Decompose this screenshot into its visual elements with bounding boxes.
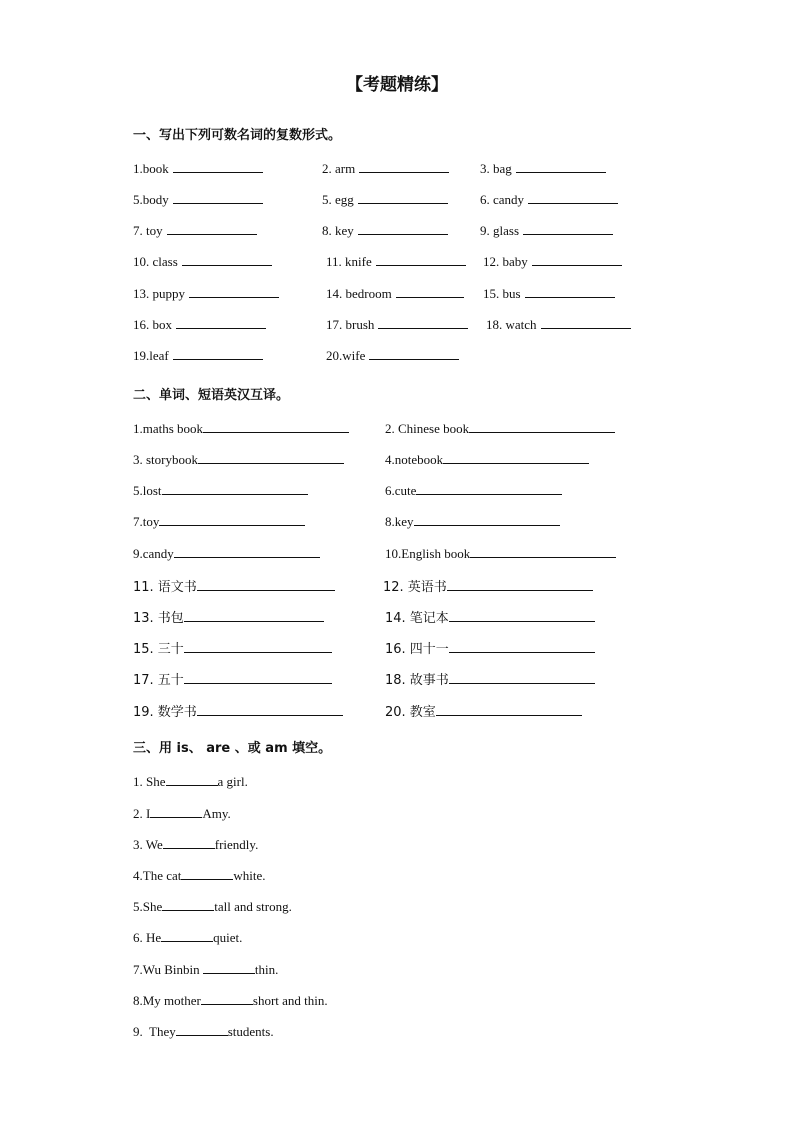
s2-item-2: [385, 420, 615, 437]
answer-blank[interactable]: [470, 545, 616, 558]
answer-blank[interactable]: [358, 191, 448, 204]
s2-item-18: [385, 669, 595, 688]
s2-item-6: [385, 482, 562, 499]
answer-blank[interactable]: [173, 160, 263, 173]
s1-item-5: [322, 191, 448, 208]
answer-blank[interactable]: [176, 1023, 228, 1036]
answer-blank[interactable]: [150, 805, 202, 818]
s2-item-9: [133, 545, 320, 562]
answer-blank[interactable]: [449, 640, 595, 653]
s3-item-7: [133, 961, 278, 978]
answer-blank[interactable]: [189, 285, 279, 298]
s1-item-16: [133, 316, 266, 333]
answer-blank[interactable]: [173, 347, 263, 360]
s2-item-1-label: 1.maths book: [133, 421, 204, 436]
s1-item-9: [480, 222, 613, 239]
s3-item-1-after: a girl.: [217, 774, 248, 789]
answer-blank[interactable]: [396, 285, 464, 298]
s1-item-3: [480, 160, 606, 177]
s1-item-20-label: 20.wife: [326, 348, 366, 363]
s1-item-7-label: 7. toy: [133, 223, 163, 238]
s1-item-6-label: 6. candy: [480, 192, 525, 207]
s1-item-19: [133, 347, 263, 364]
s1-item-8: [322, 222, 448, 239]
s2-item-9-label: 9.candy: [133, 546, 174, 561]
s1-item-16-label: 16. box: [133, 317, 172, 332]
s3-item-8-after: short and thin.: [252, 993, 328, 1008]
answer-blank[interactable]: [449, 671, 595, 684]
answer-blank[interactable]: [376, 253, 466, 266]
answer-blank[interactable]: [532, 253, 622, 266]
s1-item-3-label: 3. bag: [480, 161, 512, 176]
s1-item-8-label: 8. key: [322, 223, 354, 238]
s1-item-15: [483, 285, 615, 302]
s2-item-20-label: 20. 教室: [385, 705, 436, 720]
answer-blank[interactable]: [174, 545, 320, 558]
answer-blank[interactable]: [469, 420, 615, 433]
s2-item-15: [133, 638, 332, 657]
s2-item-15-label: 15. 三十: [133, 642, 184, 657]
answer-blank[interactable]: [184, 640, 332, 653]
answer-blank[interactable]: [182, 253, 272, 266]
s2-item-4-label: 4.notebook: [385, 452, 444, 467]
s1-item-1: [133, 160, 263, 177]
s1-item-19-label: 19.leaf: [133, 348, 169, 363]
answer-blank[interactable]: [176, 316, 266, 329]
s2-item-16: [385, 638, 595, 657]
s3-item-2-after: Amy.: [202, 806, 231, 821]
s1-item-9-label: 9. glass: [480, 223, 519, 238]
s3-item-9-after: students.: [227, 1024, 274, 1039]
answer-blank[interactable]: [162, 898, 214, 911]
s2-item-7-label: 7.toy: [133, 514, 160, 529]
s1-item-18: [486, 316, 631, 333]
s3-item-6: [133, 929, 242, 946]
s2-item-10-label: 10.English book: [385, 546, 471, 561]
s1-item-12: [483, 253, 622, 270]
s2-item-13: [133, 607, 324, 626]
s1-item-6: [480, 191, 618, 208]
answer-blank[interactable]: [181, 867, 233, 880]
s3-item-9: [133, 1023, 274, 1040]
s2-item-2-label: 2. Chinese book: [385, 421, 470, 436]
answer-blank[interactable]: [369, 347, 459, 360]
answer-blank[interactable]: [159, 513, 305, 526]
s1-item-11-label: 11. knife: [326, 254, 372, 269]
s2-item-10: [385, 545, 616, 562]
s3-item-5: [133, 898, 292, 915]
s2-item-11-label: 11. 语文书: [133, 580, 197, 595]
answer-blank[interactable]: [525, 285, 615, 298]
s2-item-4: [385, 451, 589, 468]
s1-item-18-label: 18. watch: [486, 317, 537, 332]
answer-blank[interactable]: [166, 773, 218, 786]
s2-item-8-label: 8.key: [385, 514, 414, 529]
s1-item-7: [133, 222, 257, 239]
s3-item-1-before: 1. She: [133, 774, 166, 789]
s1-item-20: [326, 347, 459, 364]
s3-item-5-before: 5.She: [133, 899, 163, 914]
answer-blank[interactable]: [358, 222, 448, 235]
s2-item-8: [385, 513, 560, 530]
s3-item-3-after: friendly.: [214, 837, 259, 852]
s3-item-2: [133, 805, 231, 822]
s2-item-5-label: 5.lost: [133, 483, 162, 498]
s1-item-1-label: 1.book: [133, 161, 169, 176]
s1-item-17-label: 17. brush: [326, 317, 375, 332]
s2-item-20: [385, 701, 582, 720]
s1-item-12-label: 12. baby: [483, 254, 528, 269]
s2-item-16-label: 16. 四十一: [385, 642, 449, 657]
answer-blank[interactable]: [436, 703, 582, 716]
section1-heading: 一、写出下列可数名词的复数形式。: [133, 128, 342, 143]
answer-blank[interactable]: [449, 609, 595, 622]
s3-item-7-before: 7.Wu Binbin: [133, 962, 203, 977]
s2-item-12: [383, 576, 593, 595]
answer-blank[interactable]: [203, 420, 349, 433]
s3-item-4-after: white.: [233, 868, 266, 883]
s2-item-17: [133, 669, 332, 688]
s2-item-14: [385, 607, 595, 626]
answer-blank[interactable]: [163, 836, 215, 849]
s1-item-5-label: 5. egg: [322, 192, 354, 207]
answer-blank[interactable]: [203, 961, 255, 974]
s3-item-4-before: 4.The cat: [133, 868, 182, 883]
s1-item-17: [326, 316, 468, 333]
answer-blank[interactable]: [184, 609, 324, 622]
s1-item-4-label: 5.body: [133, 192, 169, 207]
s1-item-15-label: 15. bus: [483, 286, 521, 301]
s2-item-19: [133, 701, 343, 720]
s1-item-13: [133, 285, 279, 302]
s2-item-7: [133, 513, 305, 530]
s1-item-14: [326, 285, 464, 302]
answer-blank[interactable]: [161, 929, 213, 942]
s2-item-19-label: 19. 数学书: [133, 705, 197, 720]
s3-item-8-before: 8.My mother: [133, 993, 201, 1008]
s2-item-12-label: 12. 英语书: [383, 580, 447, 595]
s2-item-3: [133, 451, 344, 468]
s1-item-10-label: 10. class: [133, 254, 178, 269]
answer-blank[interactable]: [198, 451, 344, 464]
s1-item-13-label: 13. puppy: [133, 286, 185, 301]
answer-blank[interactable]: [197, 703, 343, 716]
section3-heading: 三、用 is、 are 、或 am 填空。: [133, 741, 332, 756]
s2-item-14-label: 14. 笔记本: [385, 611, 449, 626]
s3-item-3-before: 3. We: [133, 837, 163, 852]
s3-item-7-after: thin.: [254, 962, 279, 977]
answer-blank[interactable]: [516, 160, 606, 173]
s3-item-4: [133, 867, 266, 884]
s2-item-13-label: 13. 书包: [133, 611, 184, 626]
s3-item-1: [133, 773, 248, 790]
s1-item-4: [133, 191, 263, 208]
section2-heading: 二、单词、短语英汉互译。: [133, 388, 290, 403]
s2-item-3-label: 3. storybook: [133, 452, 198, 467]
s1-item-14-label: 14. bedroom: [326, 286, 392, 301]
answer-blank[interactable]: [162, 482, 308, 495]
answer-blank[interactable]: [167, 222, 257, 235]
s3-item-2-before: 2. I: [133, 806, 151, 821]
answer-blank[interactable]: [528, 191, 618, 204]
s3-item-9-before: 9. They: [133, 1024, 176, 1039]
answer-blank[interactable]: [201, 992, 253, 1005]
s3-item-6-before: 6. He: [133, 930, 162, 945]
s2-item-5: [133, 482, 308, 499]
s2-item-11: [133, 576, 335, 595]
s3-item-5-after: tall and strong.: [214, 899, 292, 914]
answer-blank[interactable]: [378, 316, 468, 329]
s2-item-17-label: 17. 五十: [133, 673, 184, 688]
s2-item-1: [133, 420, 349, 437]
s1-item-11: [326, 253, 466, 270]
s2-item-18-label: 18. 故事书: [385, 673, 449, 688]
answer-blank[interactable]: [541, 316, 631, 329]
s1-item-2: [322, 160, 449, 177]
answer-blank[interactable]: [523, 222, 613, 235]
answer-blank[interactable]: [414, 513, 560, 526]
answer-blank[interactable]: [443, 451, 589, 464]
s1-item-2-label: 2. arm: [322, 161, 356, 176]
s3-item-3: [133, 836, 258, 853]
answer-blank[interactable]: [359, 160, 449, 173]
answer-blank[interactable]: [416, 482, 562, 495]
s3-item-8: [133, 992, 328, 1009]
worksheet-title: 【考题精练】: [346, 75, 448, 95]
answer-blank[interactable]: [197, 578, 335, 591]
s2-item-6-label: 6.cute: [385, 483, 417, 498]
answer-blank[interactable]: [184, 671, 332, 684]
answer-blank[interactable]: [173, 191, 263, 204]
answer-blank[interactable]: [447, 578, 593, 591]
s1-item-10: [133, 253, 272, 270]
s3-item-6-after: quiet.: [213, 930, 243, 945]
